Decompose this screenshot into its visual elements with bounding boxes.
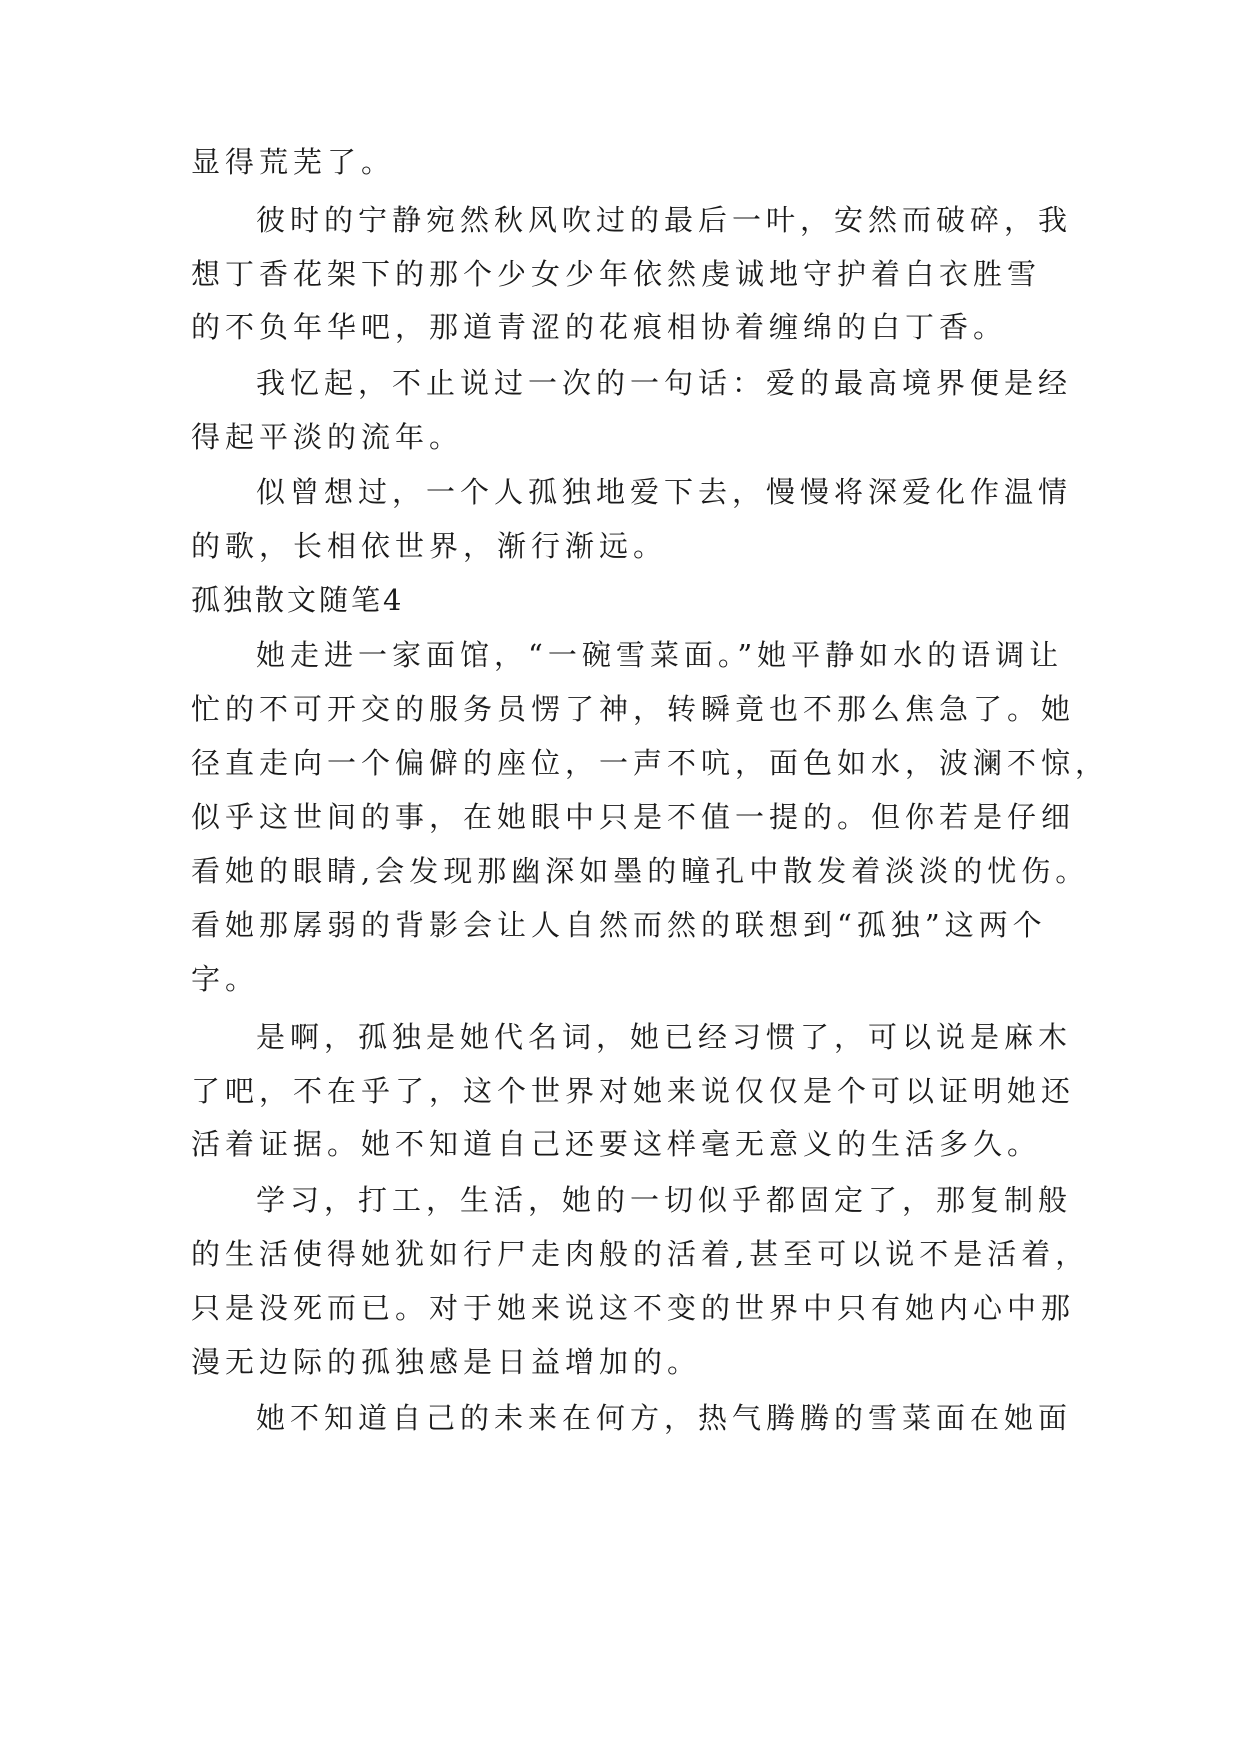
paragraph-line: 似曾想过，一个人孤独地爱下去，慢慢将深爱化作温情 bbox=[256, 475, 1073, 509]
paragraph-line: 她走进一家面馆，“一碗雪菜面。”她平静如水的语调让 bbox=[256, 638, 1064, 672]
paragraph-line: 显得荒芜了。 bbox=[191, 145, 396, 179]
paragraph-line: 活着证据。她不知道自己还要这样毫无意义的生活多久。 bbox=[191, 1127, 1042, 1161]
paragraph-line: 漫无边际的孤独感是日益增加的。 bbox=[191, 1345, 702, 1379]
paragraph-line: 的不负年华吧，那道青涩的花痕相协着缠绵的白丁香。 bbox=[191, 310, 1008, 344]
paragraph-line: 了吧，不在乎了，这个世界对她来说仅仅是个可以证明她还 bbox=[191, 1074, 1076, 1108]
paragraph-line: 字。 bbox=[191, 962, 260, 996]
paragraph-line: 是啊，孤独是她代名词，她已经习惯了，可以说是麻木 bbox=[256, 1020, 1073, 1054]
paragraph-line: 得起平淡的流年。 bbox=[191, 420, 464, 454]
section-heading: 孤独散文随笔4 bbox=[191, 583, 405, 617]
paragraph-line: 学习，打工，生活，她的一切似乎都固定了，那复制般 bbox=[256, 1183, 1073, 1217]
paragraph-line: 似乎这世间的事，在她眼中只是不值一提的。但你若是仔细 bbox=[191, 800, 1076, 834]
paragraph-line: 她不知道自己的未来在何方，热气腾腾的雪菜面在她面 bbox=[256, 1401, 1073, 1435]
paragraph-line: 只是没死而已。对于她来说这不变的世界中只有她内心中那 bbox=[191, 1291, 1076, 1325]
paragraph-line: 看她那孱弱的背影会让人自然而然的联想到“孤独”这两个 bbox=[191, 908, 1047, 942]
paragraph-line: 的生活使得她犹如行尸走肉般的活着,甚至可以说不是活着， bbox=[191, 1237, 1090, 1271]
paragraph-line: 径直走向一个偏僻的座位，一声不吭，面色如水，波澜不惊， bbox=[191, 746, 1110, 780]
paragraph-line: 彼时的宁静宛然秋风吹过的最后一叶，安然而破碎，我 bbox=[256, 203, 1073, 237]
paragraph-line: 想丁香花架下的那个少女少年依然虔诚地守护着白衣胜雪 bbox=[191, 257, 1042, 291]
paragraph-line: 忙的不可开交的服务员愣了神，转瞬竟也不那么焦急了。她 bbox=[191, 692, 1076, 726]
paragraph-line: 看她的眼睛,会发现那幽深如墨的瞳孔中散发着淡淡的忧伤。 bbox=[191, 854, 1090, 888]
paragraph-line: 我忆起，不止说过一次的一句话：爱的最高境界便是经 bbox=[256, 366, 1073, 400]
paragraph-line: 的歌，长相依世界，渐行渐远。 bbox=[191, 529, 668, 563]
